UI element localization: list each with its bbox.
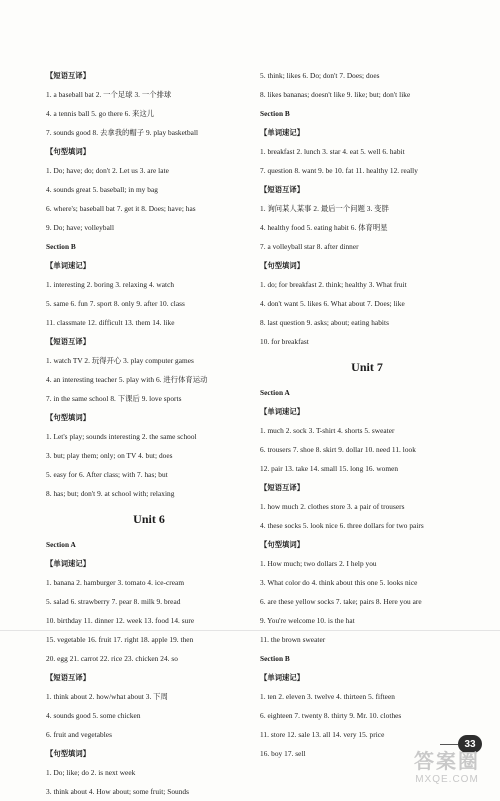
answer-line: 6. trousers 7. shoe 8. skirt 9. dollar 10. need 11. look bbox=[260, 445, 416, 454]
exercise-heading: 【句型填词】 bbox=[46, 413, 91, 422]
exercise-heading: 【短语互译】 bbox=[46, 673, 91, 682]
answer-line: 1. watch TV 2. 玩得开心 3. play computer games bbox=[46, 356, 194, 365]
section-heading: Section B bbox=[260, 654, 290, 663]
answer-line: 15. vegetable 16. fruit 17. right 18. apple 19. then bbox=[46, 635, 194, 644]
answer-line: 5. same 6. fun 7. sport 8. only 9. after 10. class bbox=[46, 299, 185, 308]
answer-line: 1. Do; like; do 2. is next week bbox=[46, 768, 136, 777]
answer-line: 11. store 12. sale 13. all 14. very 15. price bbox=[260, 730, 385, 739]
answer-line: 4. these socks 5. look nice 6. three dollars for two pairs bbox=[260, 521, 424, 530]
answer-line: 7. question 8. want 9. be 10. fat 11. healthy 12. really bbox=[260, 166, 418, 175]
answer-line: 6. fruit and vegetables bbox=[46, 730, 112, 739]
answer-line: 4. sounds good 5. some chicken bbox=[46, 711, 141, 720]
answer-line: 3. think about 4. How about; some fruit; Sounds bbox=[46, 787, 190, 796]
answer-line: 12. pair 13. take 14. small 15. long 16. women bbox=[260, 464, 399, 473]
answer-line: 11. the brown sweater bbox=[260, 635, 326, 644]
answer-line: 1. 询问某人某事 2. 最后一个问题 3. 变胖 bbox=[260, 204, 389, 213]
answer-line: 3. What color do 4. think about this one 5. looks nice bbox=[260, 578, 418, 587]
answer-line: 7. in the same school 8. 下课后 9. love sports bbox=[46, 394, 182, 403]
exercise-heading: 【单词速记】 bbox=[260, 128, 305, 137]
unit-heading: Unit 7 bbox=[351, 359, 383, 374]
answer-line: 6. are these yellow socks 7. take; pairs 8. Here you are bbox=[260, 597, 422, 606]
answer-line: 9. You're welcome 10. is the hat bbox=[260, 616, 355, 625]
answer-line: 11. classmate 12. difficult 13. them 14. like bbox=[46, 318, 175, 327]
answer-line: 20. egg 21. carrot 22. rice 23. chicken 24. so bbox=[46, 654, 178, 663]
answer-line: 1. Let's play; sounds interesting 2. the same school bbox=[46, 432, 197, 441]
answer-line: 8. last question 9. asks; about; eating habits bbox=[260, 318, 389, 327]
answer-line: 1. breakfast 2. lunch 3. star 4. eat 5. well 6. habit bbox=[260, 147, 405, 156]
exercise-heading: 【短语互译】 bbox=[46, 71, 91, 80]
answer-line: 6. eighteen 7. twenty 8. thirty 9. Mr. 10. clothes bbox=[260, 711, 402, 720]
right-column bbox=[260, 66, 474, 763]
answer-line: 6. where's; baseball bat 7. get it 8. Does; have; has bbox=[46, 204, 196, 213]
exercise-heading: 【单词速记】 bbox=[46, 559, 91, 568]
exercise-heading: 【短语互译】 bbox=[260, 185, 305, 194]
answer-line: 4. an interesting teacher 5. play with 6. 进行体育运动 bbox=[46, 375, 208, 384]
answer-line: 5. think; likes 6. Do; don't 7. Does; does bbox=[260, 71, 380, 80]
exercise-heading: 【短语互译】 bbox=[46, 337, 91, 346]
unit-heading: Unit 6 bbox=[133, 511, 165, 526]
answer-line: 4. healthy food 5. eating habit 6. 体育明星 bbox=[260, 223, 388, 232]
answer-line: 4. sounds great 5. baseball; in my bag bbox=[46, 185, 158, 194]
answer-line: 1. How much; two dollars 2. I help you bbox=[260, 559, 377, 568]
answer-line: 5. easy for 6. After class; with 7. has; but bbox=[46, 470, 168, 479]
answer-line: 8. likes bananas; doesn't like 9. like; but; don't like bbox=[260, 90, 411, 99]
answer-line: 9. Do; have; volleyball bbox=[46, 223, 115, 232]
answer-line: 1. interesting 2. boring 3. relaxing 4. watch bbox=[46, 280, 175, 289]
watermark-title: 答案圈 bbox=[414, 751, 480, 773]
exercise-heading: 【单词速记】 bbox=[260, 673, 305, 682]
answer-line: 4. don't want 5. likes 6. What about 7. Does; like bbox=[260, 299, 405, 308]
answer-line: 16. boy 17. sell bbox=[260, 749, 306, 758]
section-heading: Section B bbox=[46, 242, 76, 251]
answer-line: 1. ten 2. eleven 3. twelve 4. thirteen 5. fifteen bbox=[260, 692, 395, 701]
exercise-heading: 【短语互译】 bbox=[260, 483, 305, 492]
answer-line: 1. a baseball bat 2. 一个足球 3. 一个排球 bbox=[46, 90, 172, 99]
page-number-rule bbox=[440, 744, 458, 745]
answer-line: 1. Do; have; do; don't 2. Let us 3. are late bbox=[46, 166, 169, 175]
watermark-logo bbox=[404, 750, 490, 794]
answer-line: 10. for breakfast bbox=[260, 337, 309, 346]
exercise-heading: 【句型填词】 bbox=[46, 749, 91, 758]
answer-line: 7. a volleyball star 8. after dinner bbox=[260, 242, 359, 251]
page-number: 33 bbox=[458, 735, 482, 753]
exercise-heading: 【句型填词】 bbox=[46, 147, 91, 156]
answer-line: 1. banana 2. hamburger 3. tomato 4. ice-cream bbox=[46, 578, 185, 587]
section-heading: Section B bbox=[260, 109, 290, 118]
answer-line: 1. how much 2. clothes store 3. a pair of trousers bbox=[260, 502, 405, 511]
exercise-heading: 【单词速记】 bbox=[260, 407, 305, 416]
answer-line: 7. sounds good 8. 去拿我的帽子 9. play basketball bbox=[46, 128, 199, 137]
exercise-heading: 【单词速记】 bbox=[46, 261, 91, 270]
exercise-heading: 【句型填词】 bbox=[260, 261, 305, 270]
answer-line: 10. birthday 11. dinner 12. week 13. food 14. sure bbox=[46, 616, 195, 625]
answer-line: 4. a tennis ball 5. go there 6. 来这儿 bbox=[46, 109, 155, 118]
section-heading: Section A bbox=[46, 540, 76, 549]
answer-line: 5. salad 6. strawberry 7. pear 8. milk 9. bread bbox=[46, 597, 181, 606]
answer-line: 8. has; but; don't 9. at school with; relaxing bbox=[46, 489, 175, 498]
exercise-heading: 【句型填词】 bbox=[260, 540, 305, 549]
answer-line: 3. but; play them; only; on TV 4. but; does bbox=[46, 451, 173, 460]
answer-line: 1. think about 2. how/what about 3. 下周 bbox=[46, 692, 168, 701]
answer-line: 1. do; for breakfast 2. think; healthy 3. What fruit bbox=[260, 280, 407, 289]
answer-line: 1. much 2. sock 3. T-shirt 4. shorts 5. sweater bbox=[260, 426, 395, 435]
section-heading: Section A bbox=[260, 388, 290, 397]
left-column bbox=[46, 66, 252, 801]
watermark-url: MXQE.COM bbox=[415, 774, 479, 785]
